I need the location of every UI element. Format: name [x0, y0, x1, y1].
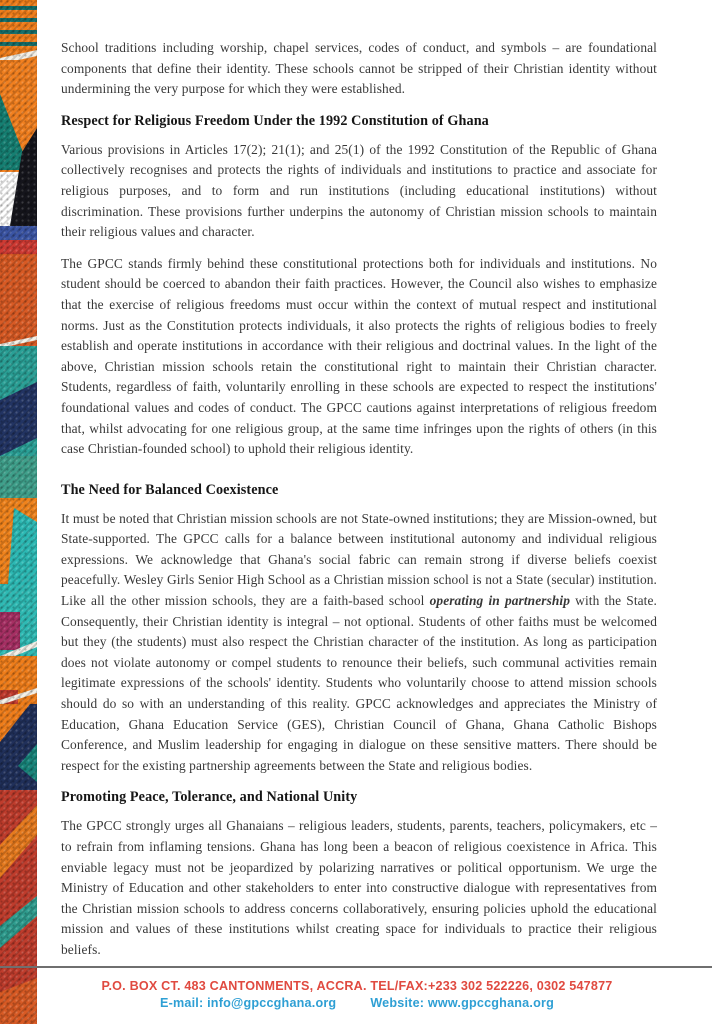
coexistence-text-after: with the State. Consequently, their Christian identity is integral – not optional. Students of other faiths must be welcomed but they (the students) must also respect the Christian character of the institution. As long as participation does not violate autonomy or compel students to renounce their beliefs, such communal activities remain legitimate expressions of the schools' identity. Students who voluntarily choose to attend mission schools should do so with an understanding of this reality. GPCC acknowledges and appreciates the Ministry of Education, Ghana Education Service (GES), Christian Council of Ghana, Ghana Catholic Bishops Conference, and Muslim leadership for engaging in dialogue on these sensitive matters. There should be respect for the existing partnership agreements between the State and religious bodies.	[61, 593, 657, 773]
footer-contact-links	[37, 995, 677, 1012]
paragraph-coexistence	[61, 509, 657, 777]
paragraph-gpcc-stands: The GPCC stands firmly behind these constitutional protections both for individuals and institutions. No student should be coerced to abandon their faith practices. However, the Council also wishes to emphasize that the exercise of religious freedoms must occur within the context of mutual respect and institutional norms. Just as the Constitution protects individuals, it also protects the rights of religious bodies to freely establish and operate institutions in accordance with their religious and doctrinal values. In the light of the above, Christian mission schools retain the constitutional right to maintain their Christian character. Students, regardless of faith, voluntarily enrolling in these schools are expected to respect the institutions' foundational values and codes of conduct. The GPCC cautions against interpretations of religious freedom that, whilst advocating for one religious group, at the same time infringes upon the rights of others (in this case Christian-founded school) to uphold their religious identity.	[61, 255, 657, 457]
paragraph-intro: School traditions including worship, chapel services, codes of conduct, and symbols – are foundational components that define their identity. These schools cannot be stripped of their Christian identity without undermining the very purpose for which they were established.	[61, 40, 657, 97]
kente-border-decoration	[0, 0, 37, 1024]
section-heading-balanced-coexistence: The Need for Balanced Coexistence	[61, 481, 279, 498]
footer-email: E-mail: info@gpccghana.org	[160, 996, 337, 1010]
section-heading-religious-freedom: Respect for Religious Freedom Under the 1992 Constitution of Ghana	[61, 112, 489, 129]
paragraph-constitution: Various provisions in Articles 17(2); 21(1); and 25(1) of the 1992 Constitution of the Republic of Ghana collectively recognises and protects the rights of individuals and institutions to practice and associate for religious purposes, and to form and run institutions (including educational institutions) without discrimination. These provisions further underpins the autonomy of Christian mission schools to maintain their religious values and character.	[61, 141, 657, 240]
paragraph-unity: The GPCC strongly urges all Ghanaians – religious leaders, students, parents, teachers, policymakers, etc – to refrain from inflaming tensions. Ghana has long been a beacon of religious coexistence in Africa. This enviable legacy must not be jeopardized by polarizing narratives or political opportunism. We urge the Ministry of Education and other stakeholders to enter into constructive dialogue with representatives from the Christian mission schools to address concerns collaboratively, ensuring policies uphold the educational mission and values of these institutions whilst creating space for individuals to practice their religious beliefs.	[61, 818, 657, 957]
section-heading-peace-unity: Promoting Peace, Tolerance, and National Unity	[61, 789, 358, 806]
footer-divider	[0, 966, 712, 968]
footer	[37, 978, 677, 1012]
coexistence-text-before: It must be noted that Christian mission schools are not State-owned institutions; they are Mission-owned, but State-supported. The GPCC calls for a balance between institutional autonomy and individual religious expressions. We acknowledge that Ghana's social fabric can remain strong if diverse beliefs coexist peacefully. Wesley Girls Senior High School as a Christian mission school is not a State (secular) institution. Like all the other mission schools, they are a faith-based school	[61, 510, 657, 609]
footer-address: P.O. BOX CT. 483 CANTONMENTS, ACCRA. TEL/FAX:+233 302 522226, 0302 547877	[101, 979, 613, 993]
document-body	[61, 38, 657, 972]
footer-website: Website: www.gpccghana.org	[370, 996, 554, 1010]
kente-cloth-image	[0, 0, 37, 1024]
coexistence-emphasis-phrase: operating in partnership	[429, 593, 571, 609]
